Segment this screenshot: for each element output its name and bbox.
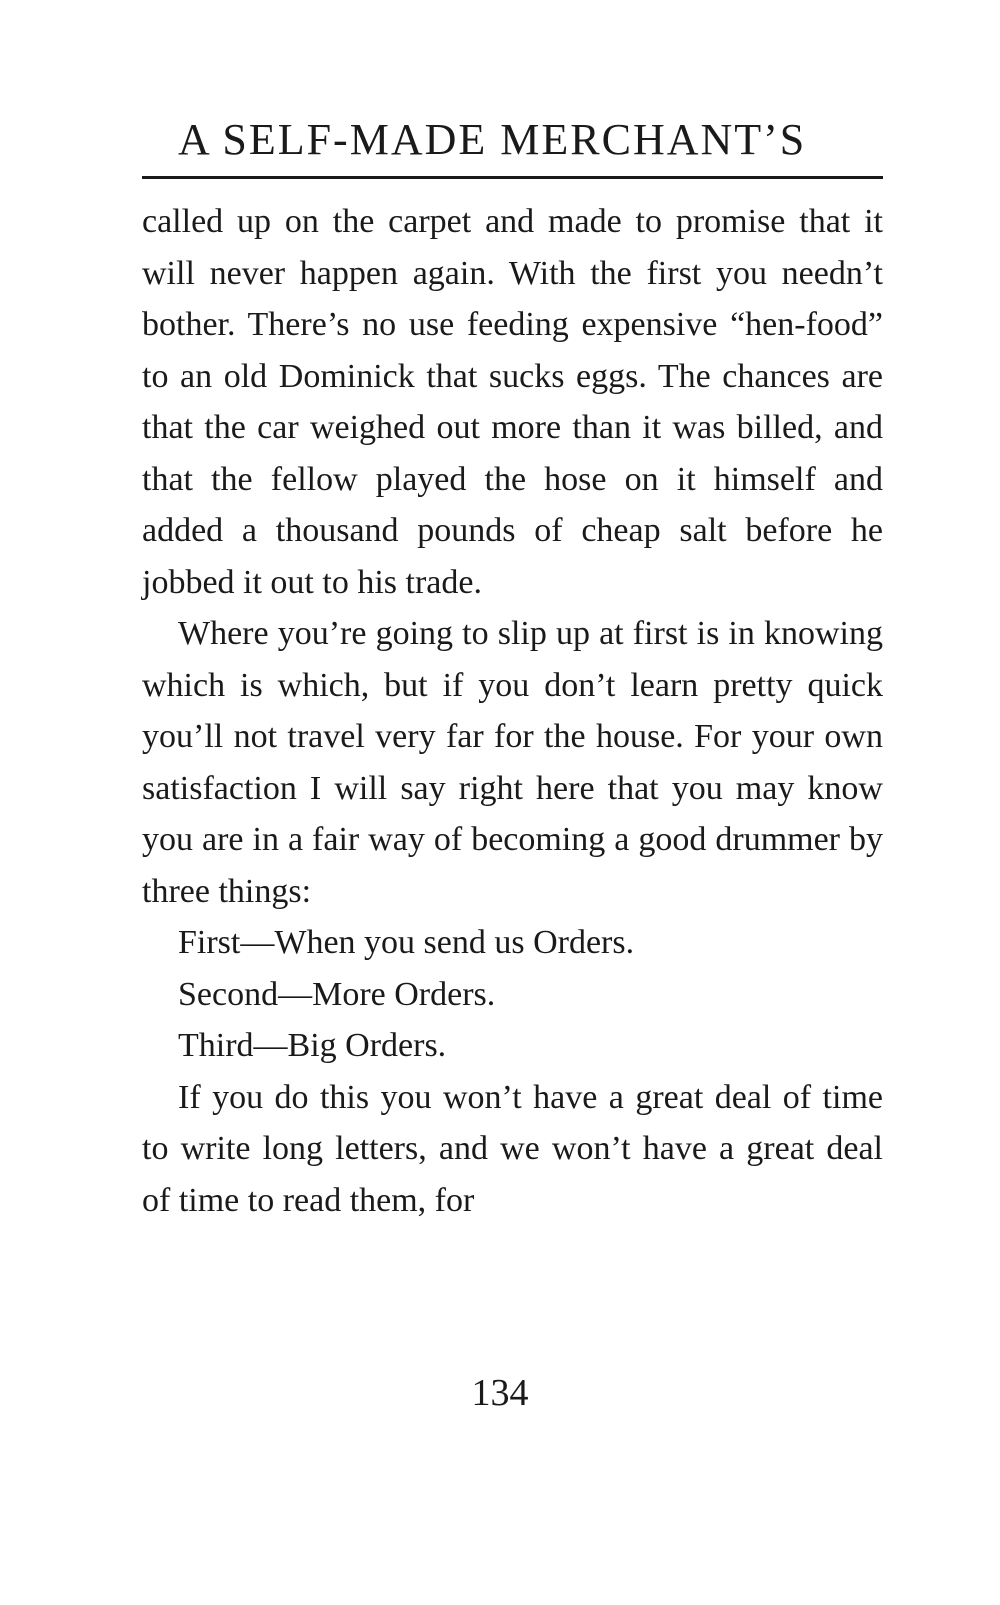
paragraph-continued: called up on the carpet and made to promise that it will never happen again. With the first you needn’t bother. There’s no use feeding expensive “hen-food” to an old Dominick that sucks eggs. The chances are that the car weighed out more than it was billed, and that the fellow played the hose on it himself and added a thousand pounds of cheap salt before he jobbed it out to his trade. [142,203,883,601]
body-text [142,196,883,1226]
paragraph: Where you’re going to slip up at first is in knowing which is which, but if you don’t learn pretty quick you’ll not travel very far for the house. For your own satisfaction I will say right here that you may know you are in a fair way of becoming a good drummer by three things: [142,615,883,910]
paragraph-closing: If you do this you won’t have a great deal of time to write long letters, and we won’t have a great deal of time to read them, for [142,1078,883,1219]
header-rule [142,176,883,179]
page-number: 134 [471,1372,529,1414]
list-line-first: First—When you send us Orders. [178,924,635,961]
list-line-third: Third—Big Orders. [178,1027,447,1064]
list-line-second: Second—More Orders. [178,975,496,1013]
running-head: A SELF-MADE MERCHANT’S [178,115,807,164]
